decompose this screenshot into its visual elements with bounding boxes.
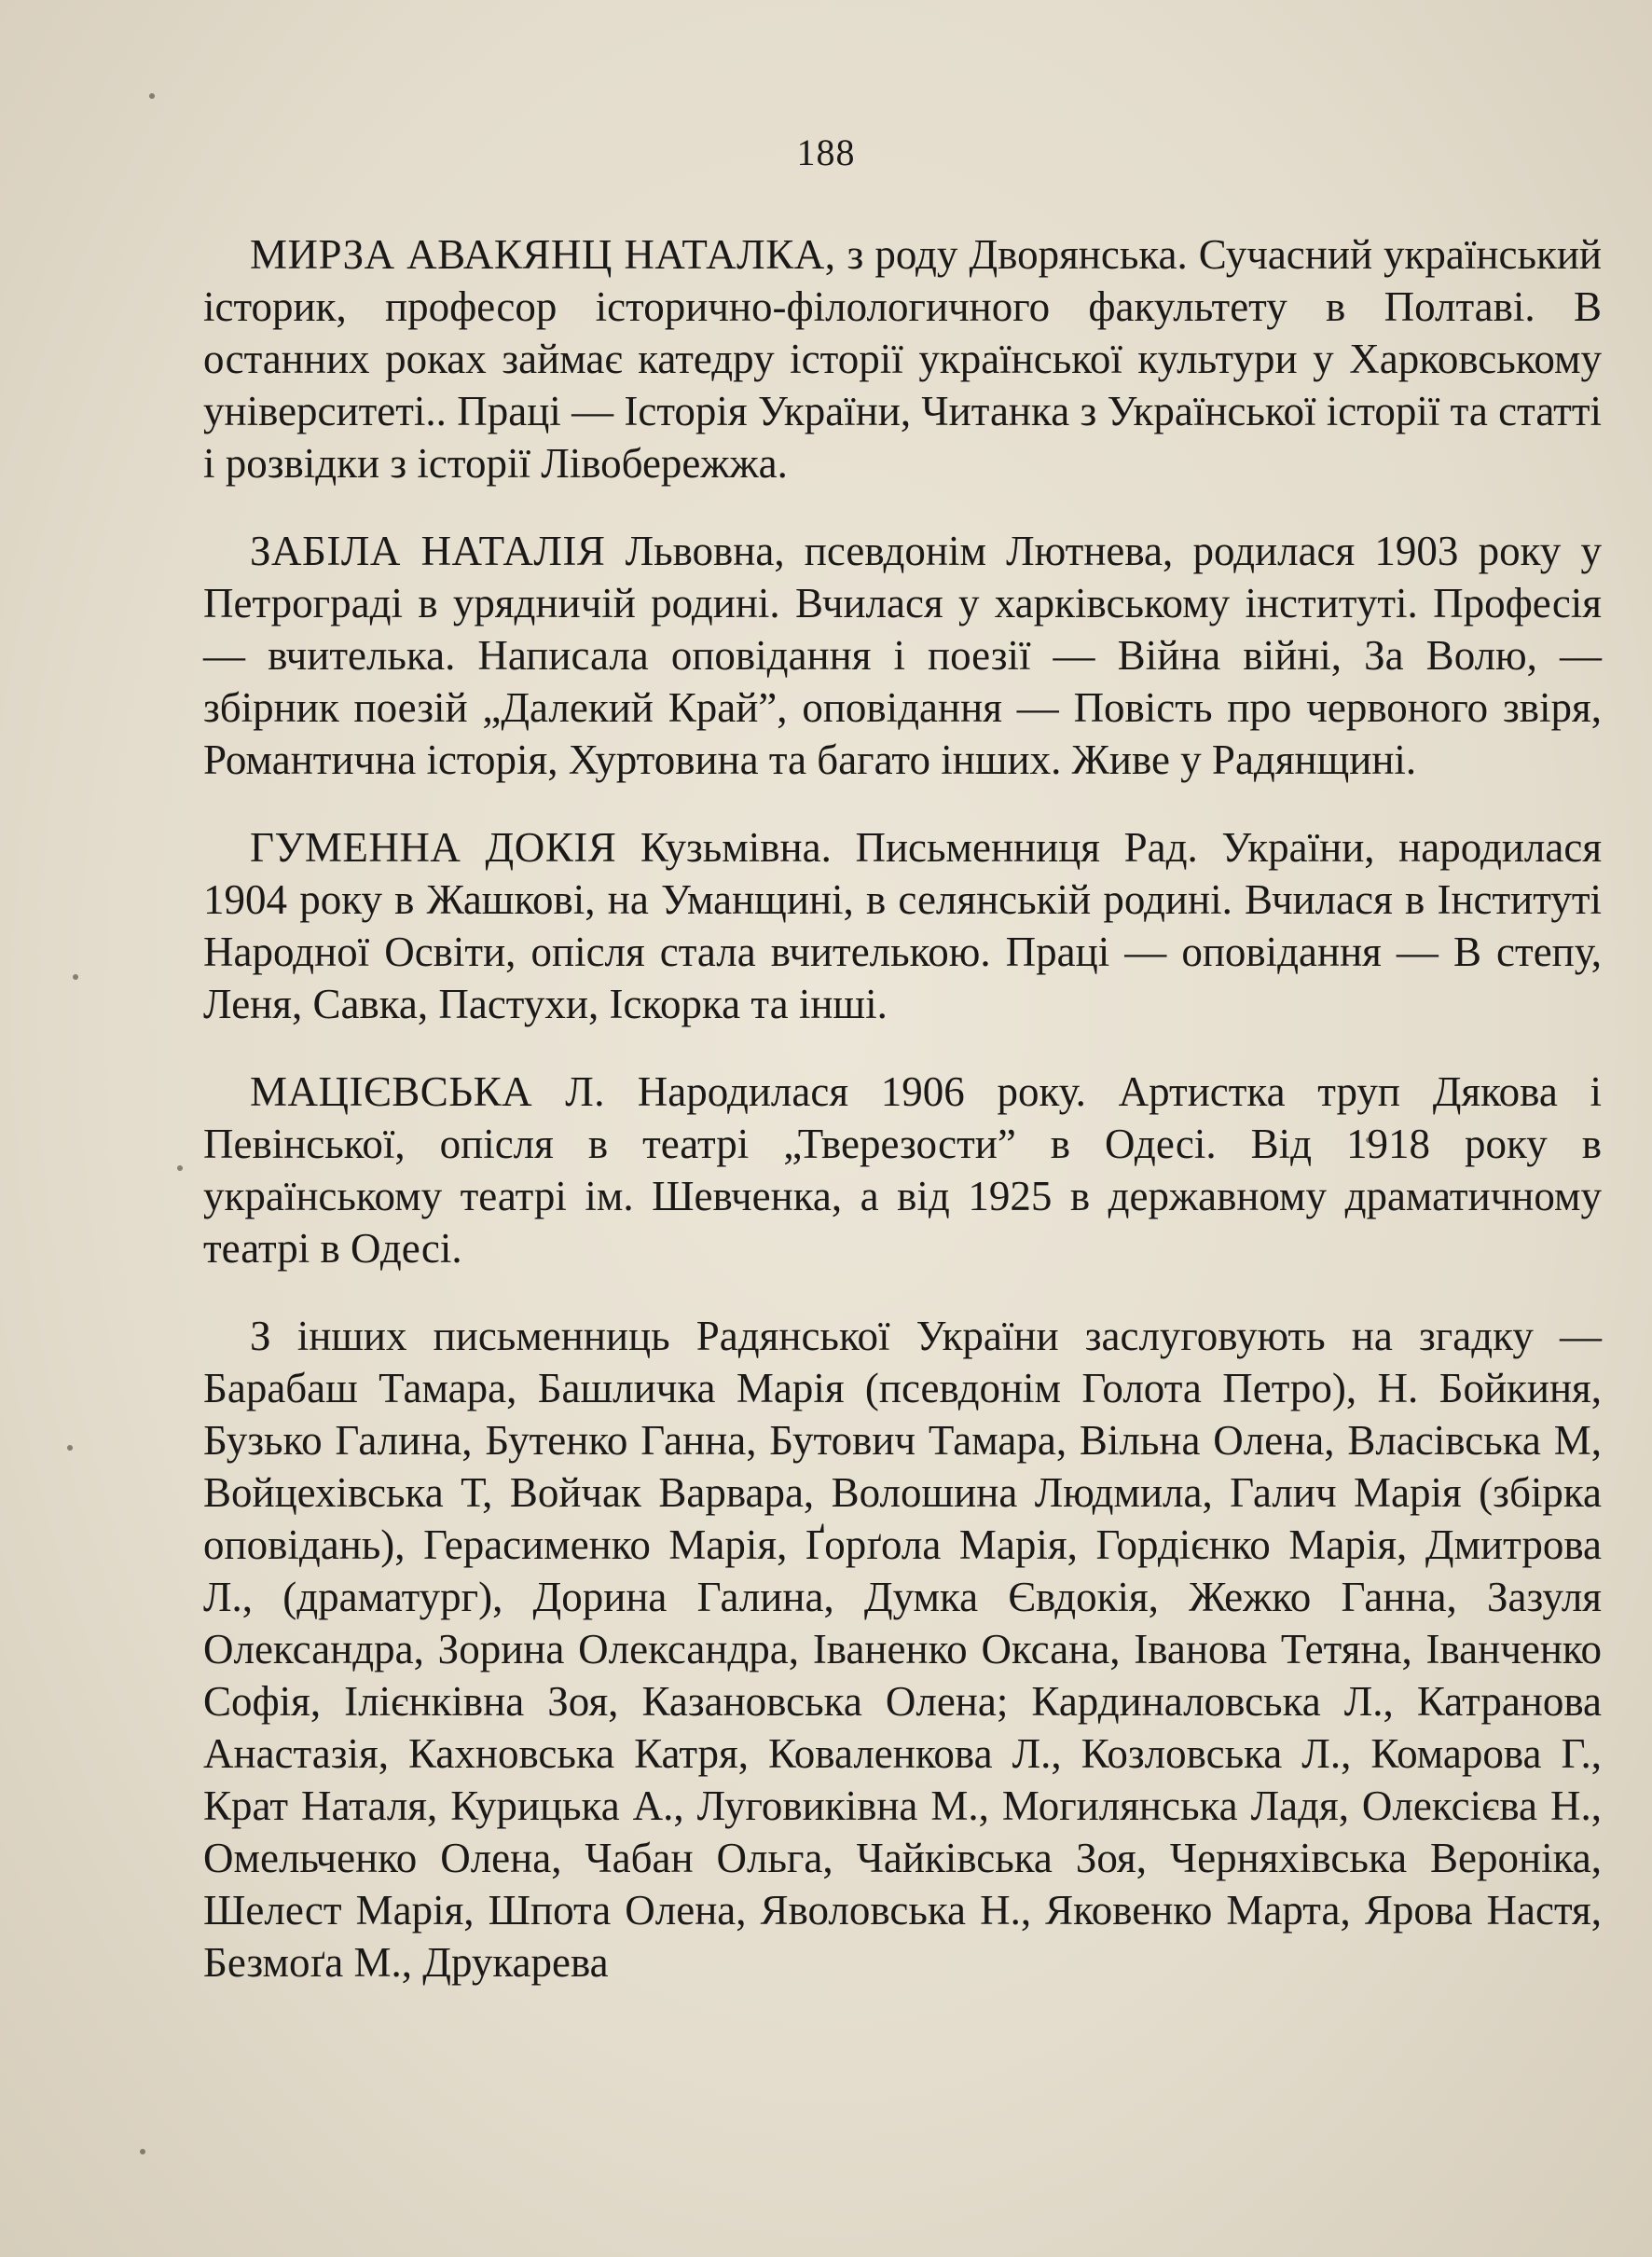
page-body [203,228,1602,1989]
entry-text: з роду Дворянська. Сучасний український історик, професор історично-філологичного факультету в Полтаві. В останних роках займає катедру історії української культури у Харковському університеті.. Праці — Історія України, Читанка з Української історії та статті і розвідки з історії Лівобережжа. [203,231,1603,487]
entry-text: Львовна, псевдонім Лютнева, родилася 1903 року у Петрограді в урядничій родині. Вчилася у харківському інституті. Професія — вчителька. Написала оповідання і поезії — Війна війні, За Волю, — збірник поезій „Далекий Край”, оповідання — Повість про червоного звіря, Романтична історія, Хуртовина та багато інших. Живе у Радянщині. [203,528,1602,783]
entry-name: МИРЗА АВАКЯНЦ НАТАЛКА, [250,231,836,278]
entry-paragraph [203,525,1602,786]
speck [73,974,78,980]
entry-paragraph [203,1066,1602,1274]
entry-name: МАЦІЄВСЬКА Л. [250,1068,606,1115]
speck [177,1165,183,1171]
entry-paragraph [203,821,1602,1030]
entry-paragraph [203,228,1602,489]
entry-text: Кузьмівна. Письменниця Рад. України, народилася 1904 року в Жашкові, на Уманщині, в селянській родині. Вчилася в Інституті Народної Освіти, опісля стала вчителькою. Праці — оповідання — В степу, Леня, Савка, Пастухи, Іскорка та інші. [203,824,1603,1027]
entry-text: Народилася 1906 року. Артистка труп Дякова і Певінської, опісля в театрі „Тверезости” в Одесі. Від 1918 року в українському театрі ім. Шевченка, а від 1925 в державному драматичному театрі в Одесі. [203,1068,1602,1272]
names-list-text: З інших письменниць Радянської України заслуговують на згадку — Барабаш Тамара, Башличка Марія (псевдонім Голота Петро), Н. Бойкиня, Бузько Галина, Бутенко Ганна, Бутович Тамара, Вільна Олена, Власівська М, Войцехівська Т, Войчак Варвара, Волошина Людмила, Галич Марія (збірка оповідань), Герасименко Марія, Ґорґола Марія, Гордієнко Марія, Дмитрова Л., (драматург), Дорина Галина, Думка Євдокія, Жежко Ганна, Зазуля Олександра, Зорина Олександра, Іваненко Оксана, Іванова Тетяна, Іванченко Софія, Ілієнківна Зоя, Казановська Олена; Кардиналовська Л., Катранова Анастазія, Кахновська Катря, Коваленкова Л., Козловська Л., Комарова Г., Крат Наталя, Курицька А., Луговиківна М., Могилянська Ладя, Олексієва Н., Омельченко Олена, Чабан Ольга, Чайківська Зоя, Черняхівська Вероніка, Шелест Марія, Шпота Олена, Яволовська Н., Яковенко Марта, Ярова Настя, Безмоґа М., Друкарева [203,1313,1602,1986]
speck [140,2149,145,2154]
entry-name: ЗАБІЛА НАТАЛІЯ [250,528,606,574]
speck [149,93,155,99]
entry-name: ГУМЕННА ДОКІЯ [250,824,617,871]
speck [67,1445,73,1451]
page-number: 188 [796,131,856,173]
names-list-paragraph [203,1310,1602,1989]
